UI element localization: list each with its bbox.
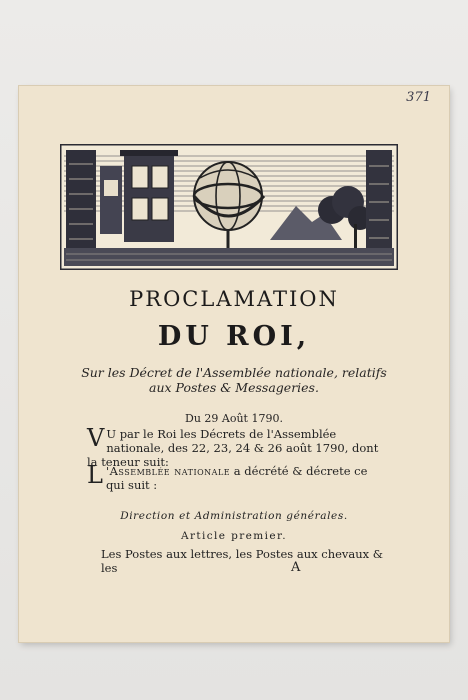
title-proclamation: PROCLAMATION — [129, 287, 339, 311]
engraved-vignette — [60, 144, 398, 270]
section-heading: Direction et Administration générales. — [120, 510, 348, 522]
decree-text: a décrété & décrete ce qui suit : — [105, 464, 368, 492]
signature-mark: A — [291, 560, 301, 575]
body-text-line: Les Postes aux lettres, les Postes aux chevaux & les — [101, 547, 384, 575]
opening-paragraph — [87, 424, 379, 469]
opening-text: U par le Roi les Décrets de l'Assemblée nationale, des 22, 23, 24 & 26 août 1790, dont la teneur suit: — [87, 427, 379, 469]
drop-cap-l: L — [87, 461, 103, 489]
document-page — [19, 86, 449, 642]
decree-paragraph — [87, 461, 379, 492]
drop-cap-v: V — [87, 424, 105, 452]
article-heading: Article premier. — [180, 530, 288, 542]
proclamation-date: Du 29 Août 1790. — [185, 412, 283, 425]
assembly-small-caps: 'Assemblée nationale — [105, 464, 231, 478]
title-du-roi: DU ROI, — [157, 321, 311, 352]
folio-number: 371 — [406, 90, 431, 105]
subtitle: Sur les Décret de l'Assemblée nationale, relatifs aux Postes & Messageries. — [81, 365, 387, 395]
